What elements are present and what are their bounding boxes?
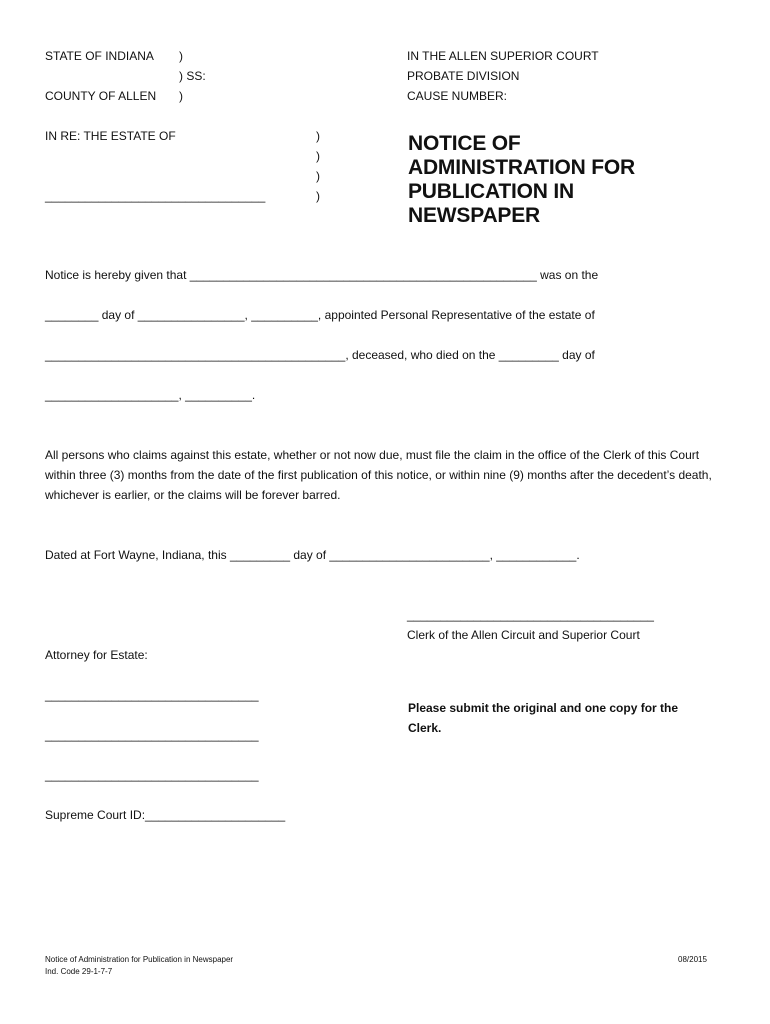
instruction-line: Clerk.: [408, 721, 442, 735]
caption-paren-3: ): [179, 89, 183, 103]
clerk-signature-line[interactable]: _____________________________________: [407, 608, 654, 622]
estate-paren: ): [316, 189, 320, 203]
notice-line[interactable]: Notice is hereby given that ____________________________________________________ was on the: [45, 268, 599, 282]
footer-revision: 08/2015: [678, 955, 707, 964]
caption-paren-ss: ) SS:: [179, 69, 206, 83]
instruction-line: Please submit the original and one copy for the: [408, 701, 679, 715]
division-name: PROBATE DIVISION: [407, 69, 520, 83]
title-line: NOTICE OF: [408, 132, 521, 155]
court-name: IN THE ALLEN SUPERIOR COURT: [407, 49, 599, 63]
title-line: PUBLICATION IN: [408, 180, 574, 203]
notice-line[interactable]: _____________________________________________, deceased, who died on the _________ day of: [45, 348, 595, 362]
notice-line[interactable]: ________ day of ________________, __________, appointed Personal Representative of the estate of: [45, 308, 595, 322]
cause-number-label: CAUSE NUMBER:: [407, 89, 508, 103]
estate-name-blank[interactable]: _________________________________: [45, 189, 266, 203]
document-title: [408, 132, 635, 228]
title-line: ADMINISTRATION FOR: [408, 156, 635, 179]
caption-paren-1: ): [179, 49, 183, 63]
footer-code: Ind. Code 29-1-7-7: [45, 967, 113, 976]
title-line: NEWSPAPER: [408, 204, 540, 227]
supreme-court-id-field[interactable]: Supreme Court ID:_____________________: [45, 808, 286, 822]
clerk-label: Clerk of the Allen Circuit and Superior Court: [407, 628, 640, 642]
footer-form-name: Notice of Administration for Publication in Newspaper: [45, 955, 234, 964]
state-label: STATE OF INDIANA: [45, 49, 154, 63]
estate-paren: ): [316, 129, 320, 143]
attorney-line[interactable]: ________________________________: [45, 728, 259, 742]
notice-line[interactable]: ____________________, __________.: [45, 388, 256, 402]
attorney-label: Attorney for Estate:: [45, 648, 148, 662]
estate-paren: ): [316, 149, 320, 163]
claims-paragraph: All persons who claims against this estate, whether or not now due, must file the claim in the office of the Clerk of this Court within three (3) months from the date of the first publication of this notice, or within nine (9) months after the decedent’s death, whichever is earlier, or the claims will be forever barred.: [45, 448, 712, 502]
estate-paren: ): [316, 169, 320, 183]
county-label: COUNTY OF ALLEN: [45, 89, 157, 103]
in-re-label: IN RE: THE ESTATE OF: [45, 129, 176, 143]
attorney-line[interactable]: ________________________________: [45, 768, 259, 782]
dated-line[interactable]: Dated at Fort Wayne, Indiana, this _________ day of ________________________, ____________.: [45, 548, 580, 562]
attorney-line[interactable]: ________________________________: [45, 688, 259, 702]
